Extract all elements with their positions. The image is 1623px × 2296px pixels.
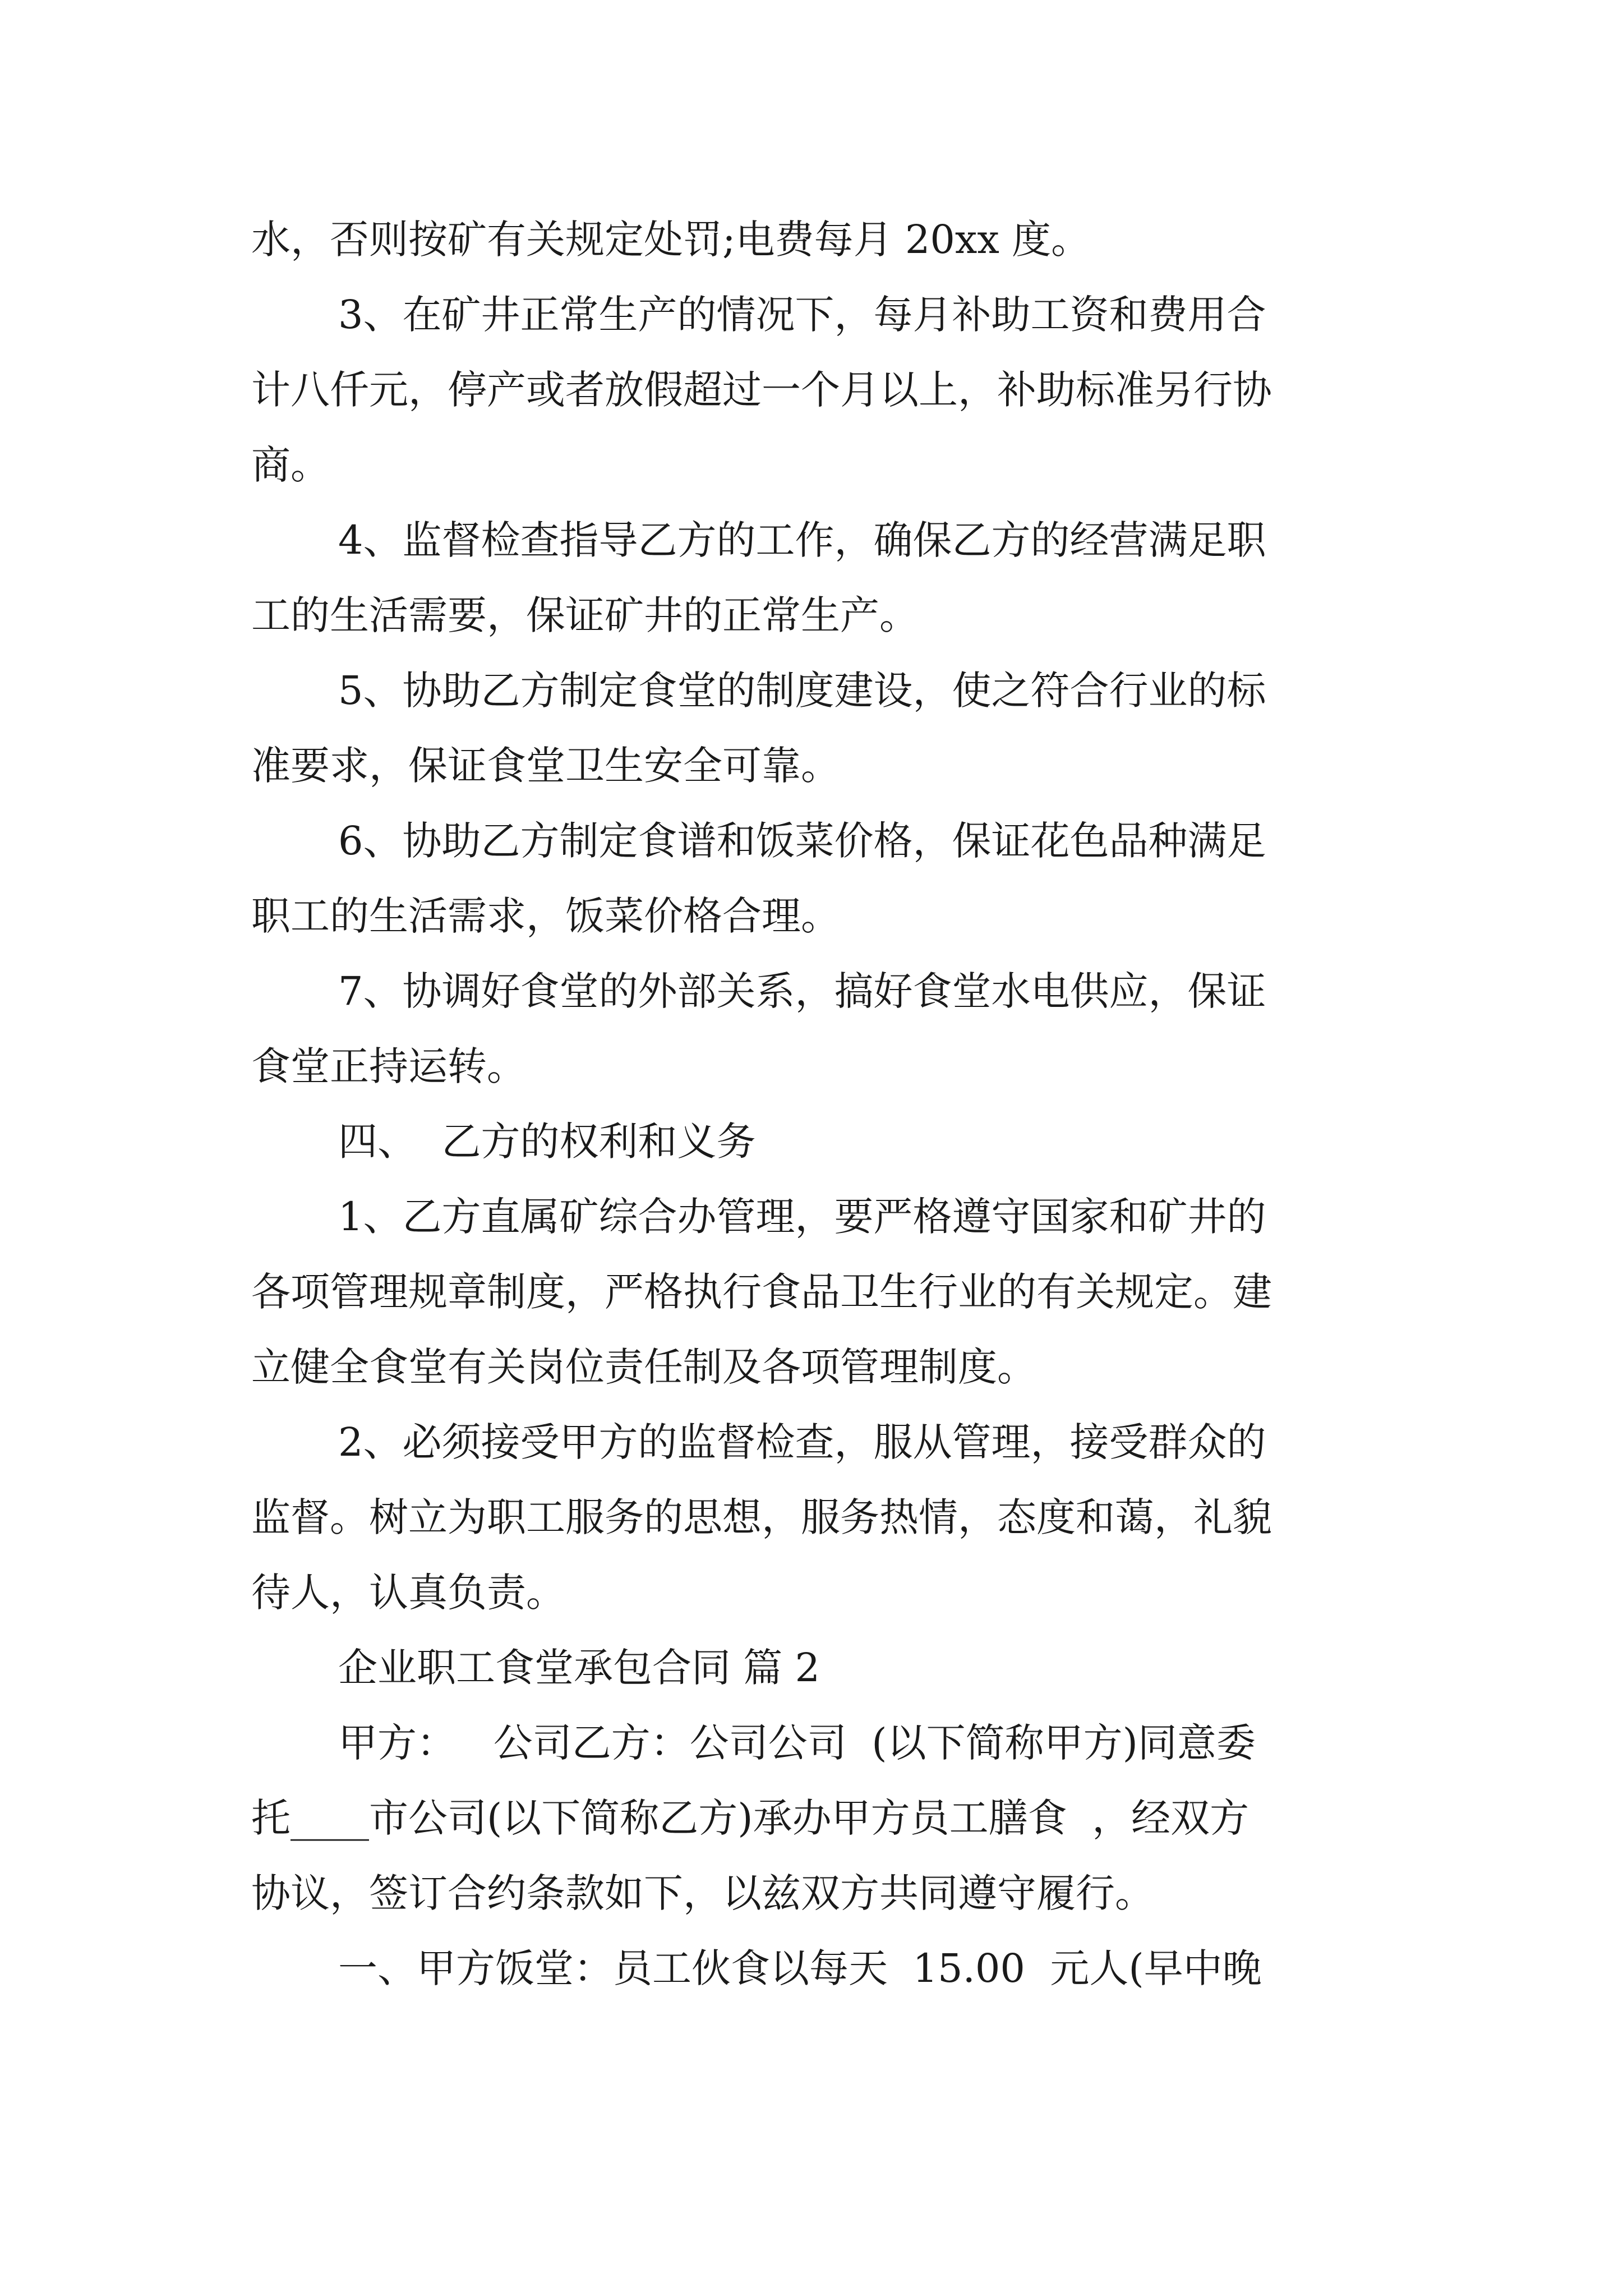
text-line: 协议，签订合约条款如下，以兹双方共同遵守履行。 — [251, 1870, 1154, 1916]
text-line: 托____市公司(以下简称乙方)承办甲方员工膳食 ，经双方 — [251, 1795, 1249, 1841]
text-line: 职工的生活需求，饭菜价格合理。 — [251, 893, 840, 939]
text-line: 立健全食堂有关岗位责任制及各项管理制度。 — [251, 1344, 1036, 1390]
text-line: 食堂正持运转。 — [251, 1043, 526, 1089]
text-line: 监督。树立为职工服务的思想，服务热情，态度和蔼，礼貌 — [251, 1494, 1272, 1540]
text-line: 一、甲方饭堂：员工伙食以每天 15.00 元人(早中晚 — [338, 1945, 1262, 1991]
contract-title: 企业职工食堂承包合同 篇 2 — [338, 1645, 820, 1691]
text-line: 7、协调好食堂的外部关系，搞好食堂水电供应，保证 — [338, 968, 1266, 1014]
text-line: 水，否则按矿有关规定处罚;电费每月 20xx 度。 — [251, 217, 1091, 263]
text-line: 4、监督检查指导乙方的工作，确保乙方的经营满足职 — [338, 517, 1266, 563]
text-line: 工的生活需要，保证矿井的正常生产。 — [251, 592, 919, 638]
section-heading: 四、 乙方的权利和义务 — [338, 1119, 756, 1165]
text-line: 1、乙方直属矿综合办管理，要严格遵守国家和矿井的 — [338, 1194, 1266, 1240]
text-line: 待人，认真负责。 — [251, 1570, 565, 1616]
text-line: 3、在矿井正常生产的情况下，每月补助工资和费用合 — [338, 292, 1266, 338]
document-page — [251, 202, 1373, 2006]
text-line: 2、必须接受甲方的监督检查，服从管理，接受群众的 — [338, 1419, 1266, 1465]
text-line: 商。 — [251, 442, 330, 488]
text-line: 计八仟元，停产或者放假超过一个月以上，补助标准另行协 — [251, 367, 1272, 413]
text-line: 5、协助乙方制定食堂的制度建设，使之符合行业的标 — [338, 668, 1266, 714]
text-line: 6、协助乙方制定食谱和饭菜价格，保证花色品种满足 — [338, 818, 1266, 864]
text-line: 甲方： 公司乙方：公司公司 (以下简称甲方)同意委 — [338, 1720, 1256, 1766]
text-line: 各项管理规章制度，严格执行食品卫生行业的有关规定。建 — [251, 1269, 1272, 1315]
text-line: 准要求，保证食堂卫生安全可靠。 — [251, 743, 840, 789]
